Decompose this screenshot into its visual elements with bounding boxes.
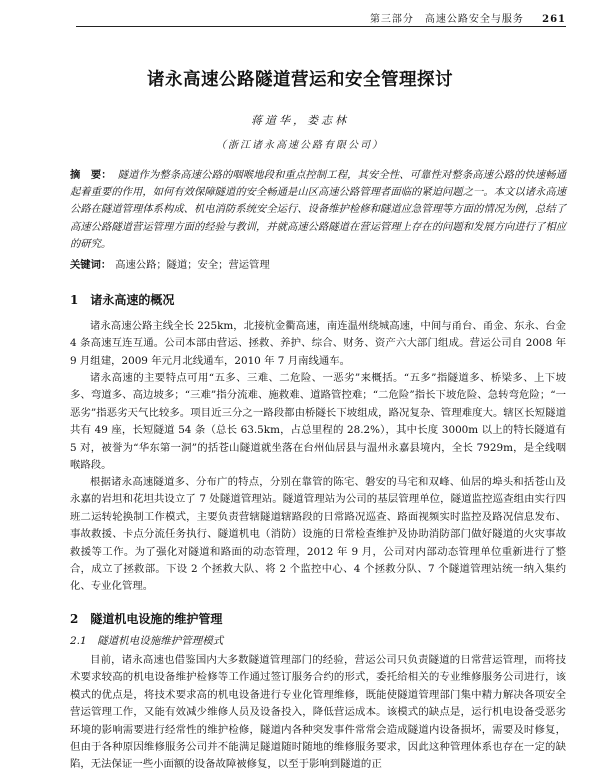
abstract-label: 摘 要： (70, 169, 112, 181)
affiliation: （浙江诸永高速公路有限公司） (216, 140, 384, 151)
abstract (70, 167, 566, 253)
header-rule (76, 26, 566, 27)
section-2-1-heading: 2.1 隧道机电设施维护管理模式 (70, 635, 224, 647)
section-2-heading: 2 隧道机电设施的维护管理 (70, 612, 223, 626)
running-head (76, 10, 566, 24)
running-head-title: 第三部分 高速公路安全与服务 (369, 14, 524, 25)
keywords-text: 高速公路；隧道；安全；营运管理 (115, 259, 270, 271)
keywords (70, 256, 566, 271)
section-2-paragraph-1: 目前，诸永高速也借鉴国内大多数隧道管理部门的经验，营运公司只负责隧道的日常营运管理，而将技术要求较高的机电设备维护检修等工作通过签订服务合约的形式，委托给相关的专业维修服务公司进行，该模式的优点是，将技术要求高的机电设备进行专业化管理维修，既能使隧道管理部门集中精力解决各项安全营运管理工作，又能有效减少维修人员及设备投入，降低营运成本。该模式的缺点是，运行机电设备受恶劣环境的影响需要进行经常性的维护检修，隧道内各种突发事件常常会造成隧道内设备损坏，需要及时修复，但由于各种原因维修服务公司并不能满足隧道随时随地的维修服务要求，因此这种管理体系也存在一定的缺陷，无法保证一些小面额的设备故障被修复，以至于影响到隧道的正 (70, 654, 566, 771)
section-1-paragraph-2: 诸永高速的主要特点可用“五多、三难、二危险、一恶劣”来概括。“五多”指隧道多、桥梁多、上下坡多、弯道多、高边坡多；“三难”指分流难、施救难、道路管控难；“二危险”指长下坡危险、急转弯危险；“一恶劣”指恶劣天气比较多。项目近三分之一路段都由桥隧长下坡组成，路况复杂、管理难度大。辖区长短隧道共有 49 座，长短隧道 54 条（总长 63.5km，占总里程的 28.2%），其中长度 3000m 以上的特长隧道有 5 对，被誉为“华东第一洞”的括苍山隧道就坐落在台州仙居县与温州永嘉县境内，全长 7929m，是全线咽喉路段。 (70, 372, 566, 472)
page-number: 261 (542, 14, 566, 25)
keywords-label: 关键词： (70, 259, 112, 271)
section-1-heading: 1 诸永高速的概况 (70, 293, 175, 307)
abstract-text: 隧道作为整条高速公路的咽喉地段和重点控制工程，其安全性、可靠性对整条高速公路的快速畅通起着重要的作用，如何有效保障隧道的安全畅通是山区高速公路管理者面临的紧迫问题之一。本文以诸永高速公路在隧道管理体系构成、机电消防系统安全运行、设备维护检修和隧道应急管理等方面的情况为例，总结了高速公路隧道营运管理方面的经验与教训，并就高速公路隧道在营运管理上存在的问题和发展方向进行了相应的研究。 (70, 169, 567, 250)
paper-title: 诸永高速公路隧道营运和安全管理探讨 (147, 70, 453, 90)
section-1-paragraph-3: 根据诸永高速隧道多、分布广的特点，分别在靠管的陈宅、磐安的马宅和双峰、仙居的埠头和括苍山及永嘉的岩坦和花坦共设立了 7 处隧道管理站。隧道管理站为公司的基层管理单位，隧道监控巡查组由实行四班二运转轮换制工作模式，主要负责营辖隧道辖路段的日常路况巡查、路面视频实时监控及路况信息发布、事故救援、卡点分流任务执行、隧道机电（消防）设施的日常检查维护及协助消防部门做好隧道的火灾事故救援等工作。为了强化对隧道和路面的动态管理，2012 年 9 月，公司对内部动态管理单位重新进行了整合，成立了拯救部。下设 2 个拯救大队、将 2 个监控中心、4 个拯救分队、7 个隧道管理站统一纳入集约化、专业化管理。 (70, 476, 566, 593)
section-1-paragraph-1: 诸永高速公路主线全长 225km，北接杭金衢高速，南连温州绕城高速，中间与甬台、甬金、东永、台金 4 条高速互连互通。公司本部由营运、拯救、养护、综合、财务、资产六大部门组成。营运公司自 2008 年 9 月组建，2009 年元月北线通车，2010 年 7 月南线通车。 (70, 320, 566, 367)
authors: 蒋道华，娄志林 (251, 114, 349, 127)
